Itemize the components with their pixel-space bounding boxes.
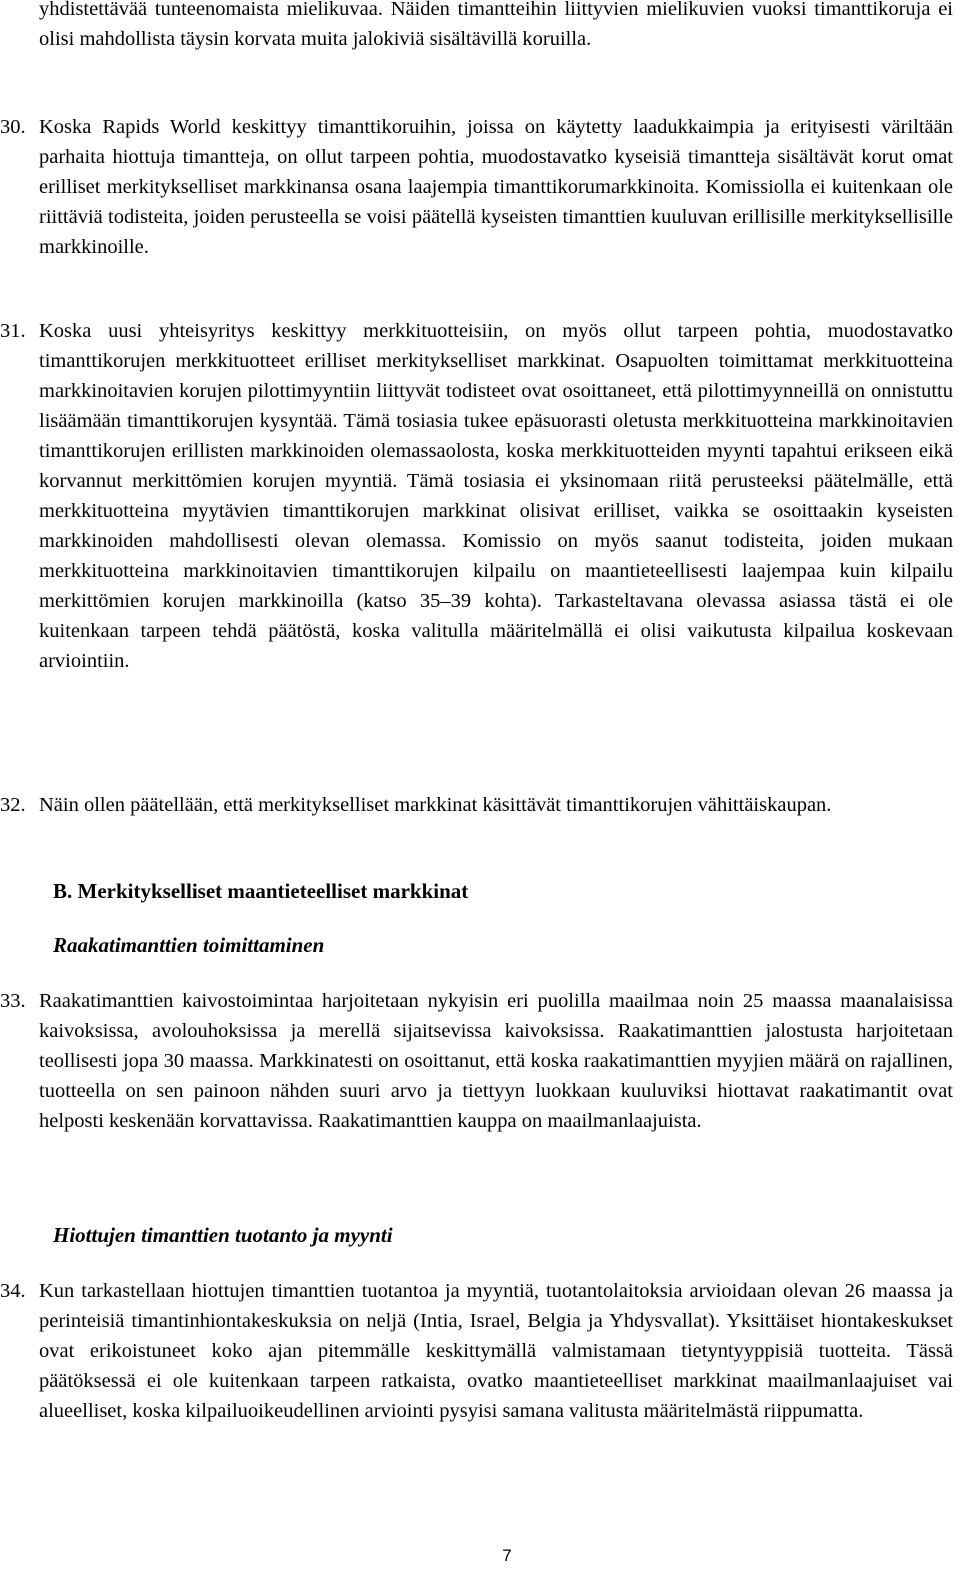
paragraph-text: Koska Rapids World keskittyy timanttikoruihin, joissa on käytetty laadukkaimpia ja erityisesti väriltään parhaita hiottuja timantteja, on ollut tarpeen pohtia, muodostavatko kyseisiä timantteja sisältävät korut omat erilliset merkitykselliset markkinansa osana laajempia timanttikorumarkkinoita. Komissiolla ei kuitenkaan ole riittäviä todisteita, joiden perusteella se voisi päätellä kyseisten timanttien kuuluvan erillisille merkityksellisille markkinoille. bbox=[39, 116, 953, 258]
paragraph-text: Kun tarkastellaan hiottujen timanttien tuotantoa ja myyntiä, tuotantolaitoksia arvioidaan olevan 26 maassa ja perinteisiä timantinhiontakeskuksia on neljä (Intia, Israel, Belgia ja Yhdysvallat). Yksittäiset hiontakeskukset ovat erikoistuneet koko ajan pitemmälle keskittymällä valmistamaan tietyntyyppisiä tuotteita. Tässä päätöksessä ei ole kuitenkaan tarpeen ratkaista, ovatko maantieteelliset markkinat maailmanlaajuiset vai alueelliset, koska kilpailuoikeudellinen arviointi pysyisi samana valitusta määritelmästä riippumatta. bbox=[39, 1280, 953, 1422]
paragraph-number: 32. bbox=[0, 794, 26, 816]
section-heading: B. Merkitykselliset maantieteelliset markkinat bbox=[53, 879, 469, 903]
paragraph-text: Näin ollen päätellään, että merkitykselliset markkinat käsittävät timanttikorujen vähittäiskaupan. bbox=[39, 794, 832, 816]
subheading-raw-diamonds: Raakatimanttien toimittaminen bbox=[53, 933, 325, 957]
paragraph-33 bbox=[0, 986, 953, 1136]
paragraph-text: Raakatimanttien kaivostoimintaa harjoitetaan nykyisin eri puolilla maailmaa noin 25 maassa maanalaisissa kaivoksissa, avolouhoksissa ja merellä sijaitsevissa kaivoksissa. Raakatimanttien jalostusta harjoitetaan teollisesti jopa 30 maassa. Markkinatesti on osoittanut, että koska raakatimanttien myyjien määrä on rajallinen, tuotteella on sen painoon nähden suuri arvo ja tiettyyn luokkaan kuuluviksi hiottavat raakatimantit ovat helposti keskenään korvattavissa. Raakatimanttien kauppa on maailmanlaajuista. bbox=[39, 990, 953, 1132]
subheading-polished-diamonds: Hiottujen timanttien tuotanto ja myynti bbox=[53, 1223, 393, 1247]
paragraph-31 bbox=[0, 316, 953, 676]
paragraph-number: 34. bbox=[0, 1280, 26, 1302]
paragraph-text: Koska uusi yhteisyritys keskittyy merkkituotteisiin, on myös ollut tarpeen pohtia, muodostavatko timanttikorujen merkkituotteet erilliset merkitykselliset markkinat. Osapuolten toimittamat merkkituotteina markkinoitavien korujen pilottimyyntiin liittyvät todisteet ovat osoittaneet, että pilottimyynneillä on onnistuttu lisäämään timanttikorujen kysyntää. Tämä tosiasia tukee epäsuorasti oletusta merkkituotteina markkinoitavien timanttikorujen erillisten markkinoiden olemassaolosta, koska merkkituotteiden myynti tapahtui erikseen eikä korvannut merkittömien korujen myyntiä. Tämä tosiasia ei yksinomaan riitä perusteeksi päätelmälle, että merkkituotteina myytävien timanttikorujen markkinat olisivat erilliset, vaikka se osoittaakin kyseisten markkinoiden mahdollisesti olevan olemassa. Komissio on myös saanut todisteita, joiden mukaan merkkituotteina markkinoitavien timanttikorujen kilpailu on maantieteellisesti laajempaa kuin kilpailu merkittömien korujen markkinoilla (katso 35–39 kohta). Tarkasteltavana olevassa asiassa tästä ei ole kuitenkaan tarpeen tehdä päätöstä, koska valitulla määritelmällä ei olisi vaikutusta kilpailua koskevaan arviointiin. bbox=[39, 320, 953, 672]
paragraph-30 bbox=[0, 112, 953, 262]
intro-continuation: yhdistettävää tunteenomaista mielikuvaa. Näiden timantteihin liittyvien mielikuvien vuoksi timanttikoruja ei olisi mahdollista täysin korvata muita jalokiviä sisältävillä koruilla. bbox=[39, 0, 953, 50]
paragraph-number: 33. bbox=[0, 990, 26, 1012]
paragraph-number: 31. bbox=[0, 320, 26, 342]
paragraph-34 bbox=[0, 1276, 953, 1426]
page-number: 7 bbox=[502, 1546, 512, 1565]
paragraph-number: 30. bbox=[0, 116, 26, 138]
paragraph-32 bbox=[0, 790, 953, 820]
